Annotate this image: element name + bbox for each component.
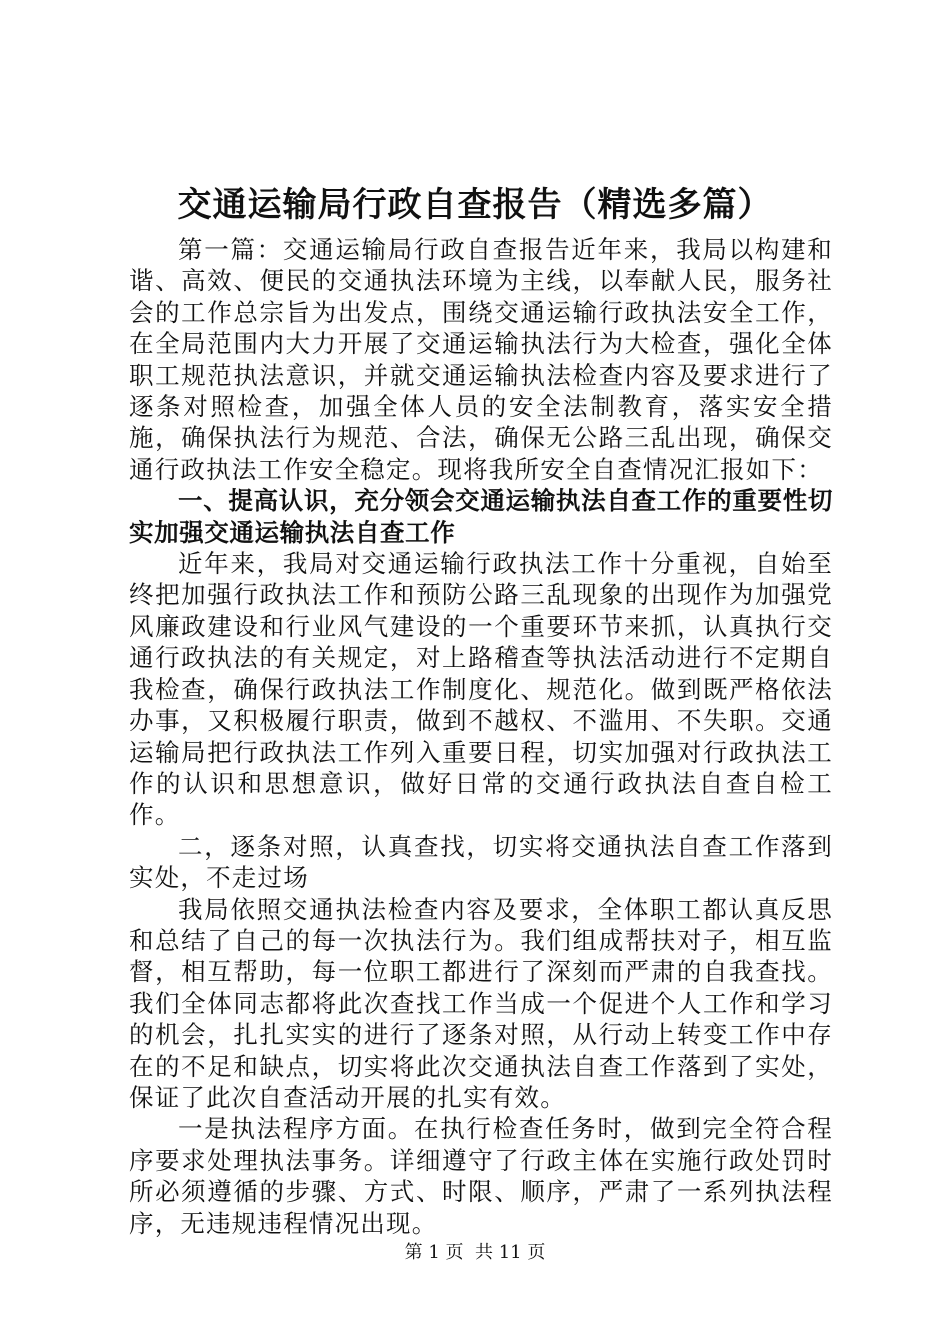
document-body <box>129 234 833 1239</box>
paragraph-intro: 第一篇：交通运输局行政自查报告近年来，我局以构建和谐、高效、便民的交通执法环境为主线，以奉献人民，服务社会的工作总宗旨为出发点，围绕交通运输行政执法安全工作，在全局范围内大力开展了交通运输执法行为大检查，强化全体职工规范执法意识，并就交通运输执法检查内容及要求进行了逐条对照检查，加强全体人员的安全法制教育，落实安全措施，确保执法行为规范、合法，确保无公路三乱出现，确保交通行政执法工作安全稳定。现将我所安全自查情况汇报如下： <box>129 235 833 484</box>
section-heading-1: 一、提高认识，充分领会交通运输执法自查工作的重要性切实加强交通运输执法自查工作 <box>129 486 833 547</box>
paragraph-procedure: 一是执法程序方面。在执行检查任务时，做到完全符合程序要求处理执法事务。详细遵守了行政主体在实施行政处罚时所必须遵循的步骤、方式、时限、顺序，严肃了一系列执法程序，无违规违程情况出现。 <box>129 1114 833 1238</box>
document-title: 交通运输局行政自查报告（精选多篇） <box>177 185 773 225</box>
paragraph-section-2: 我局依照交通执法检查内容及要求，全体职工都认真反思和总结了自己的每一次执法行为。我们组成帮扶对子，相互监督，相互帮助，每一位职工都进行了深刻而严肃的自我查找。我们全体同志都将此次查找工作当成一个促进个人工作和学习的机会，扎扎实实的进行了逐条对照，从行动上转变工作中存在的不足和缺点，切实将此次交通执法自查工作落到了实处，保证了此次自查活动开展的扎实有效。 <box>129 894 833 1112</box>
page-footer <box>0 1241 950 1265</box>
page-number-label: 第 1 页 共 11 页 <box>404 1242 546 1263</box>
section-heading-2: 二，逐条对照，认真查找，切实将交通执法自查工作落到实处，不走过场 <box>129 831 833 893</box>
paragraph-section-1: 近年来，我局对交通运输行政执法工作十分重视，自始至终把加强行政执法工作和预防公路三乱现象的出现作为加强党风廉政建设和行业风气建设的一个重要环节来抓，认真执行交通行政执法的有关规定，对上路稽查等执法活动进行不定期自我检查，确保行政执法工作制度化、规范化。做到既严格依法办事，又积极履行职责，做到不越权、不滥用、不失职。交通运输局把行政执法工作列入重要日程，切实加强对行政执法工作的认识和思想意识，做好日常的交通行政执法自查自检工作。 <box>129 549 833 830</box>
